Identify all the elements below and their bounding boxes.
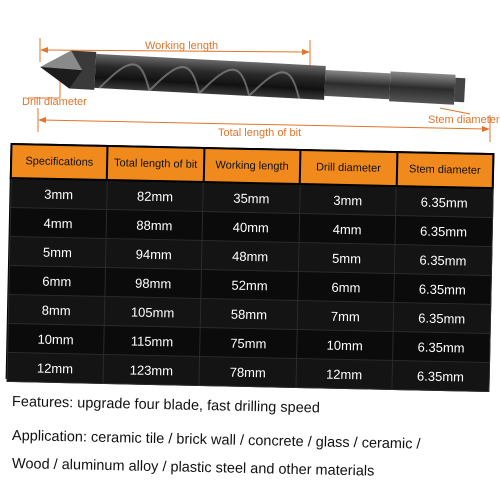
table-cell: 4mm — [299, 214, 396, 245]
stem-diameter-label: Stem diameter — [428, 114, 500, 126]
table-cell: 94mm — [105, 238, 202, 269]
header-total-length: Total length of bit — [107, 146, 204, 182]
table-cell: 10mm — [7, 323, 104, 354]
table-cell: 52mm — [201, 269, 298, 300]
drill-bit-diagram — [0, 0, 500, 145]
table-cell: 6.35mm — [392, 361, 489, 392]
table-cell: 7mm — [297, 301, 394, 332]
table-cell: 6.35mm — [394, 245, 491, 276]
table-cell: 40mm — [202, 212, 299, 243]
application-text-line-1: Application: ceramic tile / brick wall / concrete / glass / ceramic / — [11, 428, 421, 453]
features-text: Features: upgrade four blade, fast drilling speed — [11, 394, 321, 417]
table-cell: 6.35mm — [393, 303, 490, 334]
table-cell: 75mm — [200, 327, 297, 358]
table-cell: 8mm — [8, 294, 105, 325]
table-cell: 6mm — [297, 272, 394, 303]
table-cell: 115mm — [104, 325, 201, 356]
drill-diameter-label: Drill diameter — [22, 96, 87, 108]
drill-bit-illustration — [0, 0, 500, 145]
header-drill-diameter: Drill diameter — [300, 150, 397, 186]
header-stem-diameter: Stem diameter — [396, 152, 493, 188]
table-cell: 98mm — [105, 267, 202, 298]
spec-table — [6, 143, 495, 392]
bit-body — [39, 49, 465, 109]
table-cell: 123mm — [103, 354, 200, 385]
table-cell: 3mm — [299, 184, 396, 216]
header-working-length: Working length — [204, 148, 301, 184]
table-cell: 82mm — [107, 180, 204, 212]
total-length-label: Total length of bit — [218, 127, 302, 139]
table-cell: 3mm — [10, 178, 107, 210]
table-cell: 10mm — [296, 329, 393, 360]
table-cell: 6mm — [8, 265, 105, 296]
table-cell: 48mm — [202, 240, 299, 271]
table-cell: 6.35mm — [394, 274, 491, 305]
table-cell: 4mm — [10, 207, 107, 238]
table-cell: 78mm — [199, 356, 296, 387]
table-cell: 35mm — [203, 182, 300, 214]
table-cell: 6.35mm — [395, 216, 492, 247]
table-cell: 6.35mm — [396, 186, 493, 218]
header-specifications: Specifications — [11, 144, 108, 180]
application-text-line-2: Wood / aluminum alloy / plastic steel and other materials — [11, 456, 375, 480]
table-cell: 5mm — [9, 236, 106, 267]
working-length-label: Working length — [145, 40, 219, 52]
table-cell: 88mm — [106, 209, 203, 240]
spec-table-container — [6, 143, 495, 389]
table-cell: 12mm — [296, 358, 393, 389]
table-cell: 6.35mm — [393, 332, 490, 363]
table-cell: 105mm — [104, 296, 201, 327]
table-cell: 5mm — [298, 243, 395, 274]
table-cell: 58mm — [200, 298, 297, 329]
table-cell: 12mm — [7, 352, 104, 383]
